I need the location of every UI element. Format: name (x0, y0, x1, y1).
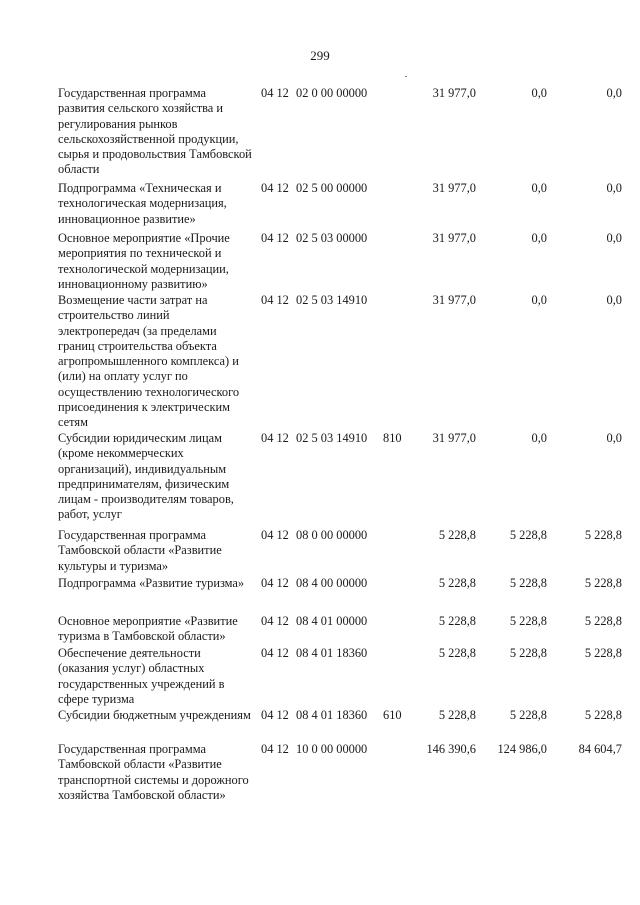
amount-year-3: 5 228,8 (584, 708, 622, 722)
amount-year-3: 0,0 (606, 86, 622, 100)
classification-code: 08 4 01 18360 (296, 646, 368, 660)
section-code: 04 12 (261, 528, 289, 542)
amount-year-2: 0,0 (531, 86, 547, 100)
page-number: 299 (310, 48, 330, 63)
expense-kind-code: 810 (383, 431, 402, 445)
row-name: Государственная программа Тамбовской области «Развитие транспортной системы и дорожного хозяйства Тамбовской области» (58, 742, 249, 802)
amount-year-1: 5 228,8 (438, 708, 476, 722)
amount-year-1: 31 977,0 (432, 231, 476, 245)
row-name: Подпрограмма «Техническая и технологическая модернизация, инновационное развитие» (58, 181, 227, 226)
row-name: Субсидии юридическим лицам (кроме некоммерческих организаций), индивидуальным предпринимателям, физическим лицам - производителям товаров, работ, услуг (58, 431, 234, 522)
section-code: 04 12 (261, 742, 289, 756)
expense-kind-code: 610 (383, 708, 402, 722)
amount-year-3: 0,0 (606, 293, 622, 307)
amount-year-3: 84 604,7 (578, 742, 622, 756)
row-name: Подпрограмма «Развитие туризма» (58, 576, 245, 590)
classification-code: 10 0 00 00000 (296, 742, 368, 756)
section-code: 04 12 (261, 181, 289, 195)
amount-year-2: 0,0 (531, 293, 547, 307)
classification-code: 02 5 03 14910 (296, 431, 368, 445)
amount-year-1: 31 977,0 (432, 86, 476, 100)
row-name: Обеспечение деятельности (оказания услуг) областных государственных учреждений в сфере туризма (58, 646, 225, 706)
section-code: 04 12 (261, 86, 289, 100)
amount-year-2: 5 228,8 (509, 528, 547, 542)
amount-year-3: 0,0 (606, 181, 622, 195)
amount-year-3: 0,0 (606, 231, 622, 245)
classification-code: 08 4 01 18360 (296, 708, 368, 722)
section-code: 04 12 (261, 431, 289, 445)
classification-code: 08 4 01 00000 (296, 614, 368, 628)
amount-year-2: 124 986,0 (497, 742, 547, 756)
amount-year-2: 5 228,8 (509, 614, 547, 628)
scan-speck (405, 76, 407, 77)
amount-year-1: 31 977,0 (432, 431, 476, 445)
amount-year-2: 0,0 (531, 181, 547, 195)
amount-year-3: 5 228,8 (584, 614, 622, 628)
amount-year-1: 5 228,8 (438, 614, 476, 628)
amount-year-1: 31 977,0 (432, 293, 476, 307)
section-code: 04 12 (261, 293, 289, 307)
row-name: Возмещение части затрат на строительство линий электропередач (за пределами границ строительства объекта агропромышленного комплекса) и (или) на оплату услуг по осуществлению технологического присоединения к электрическим сетям (58, 293, 240, 430)
classification-code: 02 5 03 00000 (296, 231, 368, 245)
row-name: Субсидии бюджетным учреждениям (58, 708, 251, 722)
section-code: 04 12 (261, 614, 289, 628)
amount-year-2: 5 228,8 (509, 708, 547, 722)
section-code: 04 12 (261, 646, 289, 660)
amount-year-3: 5 228,8 (584, 528, 622, 542)
amount-year-1: 5 228,8 (438, 576, 476, 590)
amount-year-1: 146 390,6 (426, 742, 476, 756)
row-name: Основное мероприятие «Развитие туризма в Тамбовской области» (58, 614, 238, 644)
amount-year-3: 5 228,8 (584, 646, 622, 660)
amount-year-2: 5 228,8 (509, 646, 547, 660)
amount-year-1: 31 977,0 (432, 181, 476, 195)
amount-year-2: 0,0 (531, 431, 547, 445)
section-code: 04 12 (261, 231, 289, 245)
row-name: Основное мероприятие «Прочие мероприятия по технической и технологической модернизации, инновационному развитию» (58, 231, 230, 291)
section-code: 04 12 (261, 576, 289, 590)
classification-code: 08 4 00 00000 (296, 576, 368, 590)
amount-year-1: 5 228,8 (438, 646, 476, 660)
classification-code: 02 5 00 00000 (296, 181, 368, 195)
section-code: 04 12 (261, 708, 289, 722)
amount-year-3: 0,0 (606, 431, 622, 445)
classification-code: 02 5 03 14910 (296, 293, 368, 307)
amount-year-3: 5 228,8 (584, 576, 622, 590)
row-name: Государственная программа Тамбовской области «Развитие культуры и туризма» (58, 528, 222, 573)
amount-year-1: 5 228,8 (438, 528, 476, 542)
amount-year-2: 0,0 (531, 231, 547, 245)
classification-code: 02 0 00 00000 (296, 86, 368, 100)
amount-year-2: 5 228,8 (509, 576, 547, 590)
row-name: Государственная программа развития сельского хозяйства и регулирования рынков сельскохозяйственной продукции, сырья и продовольствия Тамбовской области (58, 86, 252, 177)
classification-code: 08 0 00 00000 (296, 528, 368, 542)
